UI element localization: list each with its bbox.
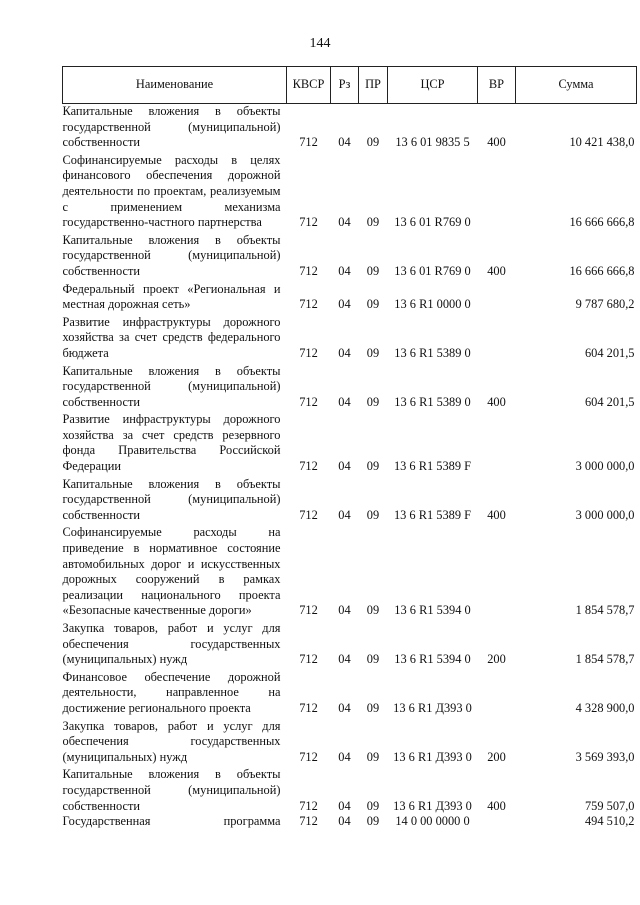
row-kvsr: 712 xyxy=(299,263,318,278)
row-pr: 09 xyxy=(366,652,380,667)
row-sum: 759 507,0 xyxy=(584,798,635,813)
row-pr: 09 xyxy=(366,507,380,522)
row-kvsr: 712 xyxy=(299,215,318,230)
row-kvsr: 712 xyxy=(299,700,318,715)
row-kvsr: 712 xyxy=(299,297,318,312)
row-vr xyxy=(478,668,516,717)
row-pr: 09 xyxy=(366,394,380,409)
row-rz: 04 xyxy=(338,603,351,618)
row-pr: 09 xyxy=(366,459,380,474)
row-kvsr: 712 xyxy=(299,394,318,409)
row-sum: 16 666 666,8 xyxy=(569,263,635,278)
header-sum: Сумма xyxy=(516,67,637,104)
page-number: 144 xyxy=(309,36,331,51)
row-csr: 13 6 01 R769 0 xyxy=(394,215,471,230)
row-rz: 04 xyxy=(338,459,351,474)
row-sum: 16 666 666,8 xyxy=(569,215,635,230)
row-name: Федеральный проект «Региональная и местная дорожная сеть» xyxy=(62,281,281,312)
row-vr: 400 xyxy=(487,394,506,409)
header-kvsr: КВСР xyxy=(287,67,331,104)
row-csr: 13 6 R1 5389 0 xyxy=(394,345,471,360)
header-name: Наименование xyxy=(63,67,287,104)
row-sum: 3 569 393,0 xyxy=(575,749,635,764)
table-row xyxy=(63,668,637,717)
row-csr: 13 6 01 9835 5 xyxy=(395,135,470,150)
row-sum: 10 421 438,0 xyxy=(569,135,635,150)
row-kvsr: 712 xyxy=(299,652,318,667)
row-pr: 09 xyxy=(366,798,380,813)
row-rz: 04 xyxy=(338,263,351,278)
row-vr: 400 xyxy=(487,507,506,522)
row-sum: 9 787 680,2 xyxy=(575,297,635,312)
row-pr: 09 xyxy=(366,135,380,150)
row-name: Закупка товаров, работ и услуг для обеспечения государственных (муниципальных) нужд xyxy=(62,718,281,764)
table-row xyxy=(63,523,637,619)
row-rz: 04 xyxy=(338,798,351,813)
row-csr: 13 6 R1 Д393 0 xyxy=(393,700,472,715)
row-vr xyxy=(478,151,516,231)
row-csr: 13 6 R1 Д393 0 xyxy=(393,798,472,813)
row-pr: 09 xyxy=(366,345,380,360)
row-rz: 04 xyxy=(338,507,351,522)
row-kvsr: 712 xyxy=(299,749,318,764)
row-vr: 200 xyxy=(487,652,506,667)
row-sum: 3 000 000,0 xyxy=(575,459,635,474)
row-kvsr: 712 xyxy=(299,135,318,150)
header-vr: ВР xyxy=(478,67,516,104)
row-kvsr: 712 xyxy=(299,603,318,618)
table-row xyxy=(63,151,637,231)
row-vr: 400 xyxy=(487,263,506,278)
row-kvsr: 712 xyxy=(299,798,318,813)
row-kvsr: 712 xyxy=(299,345,318,360)
row-kvsr: 712 xyxy=(299,814,318,829)
row-pr: 09 xyxy=(366,263,380,278)
row-vr xyxy=(478,313,516,362)
row-sum: 1 854 578,7 xyxy=(575,652,635,667)
row-csr: 13 6 01 R769 0 xyxy=(394,263,471,278)
row-rz: 04 xyxy=(338,345,351,360)
row-rz: 04 xyxy=(338,135,351,150)
table-row xyxy=(63,362,637,411)
row-sum: 1 854 578,7 xyxy=(575,603,635,618)
table-row xyxy=(63,231,637,280)
row-name: Финансовое обеспечение дорожной деятельности, направленное на достижение регионального проекта xyxy=(62,669,281,715)
row-csr: 13 6 R1 5389 0 xyxy=(394,394,471,409)
table-row xyxy=(63,410,637,474)
header-pr: ПР xyxy=(359,67,388,104)
budget-table xyxy=(62,66,637,830)
row-sum: 3 000 000,0 xyxy=(575,507,635,522)
row-vr: 200 xyxy=(487,749,506,764)
row-sum: 4 328 900,0 xyxy=(575,700,635,715)
row-sum: 494 510,2 xyxy=(584,814,635,829)
row-name: Капитальные вложения в объекты государственной (муниципальной) собственности xyxy=(62,232,281,278)
table-row xyxy=(63,717,637,766)
row-pr: 09 xyxy=(366,215,380,230)
row-pr: 09 xyxy=(366,603,380,618)
row-vr xyxy=(478,523,516,619)
row-csr: 13 6 R1 5394 0 xyxy=(394,603,471,618)
row-name: Капитальные вложения в объекты государственной (муниципальной) собственности xyxy=(62,767,281,813)
row-name: Развитие инфраструктуры дорожного хозяйства за счет средств резервного фонда Правительства Российской Федерации xyxy=(62,412,281,474)
row-sum: 604 201,5 xyxy=(584,345,635,360)
table-row xyxy=(63,475,637,524)
row-vr xyxy=(478,280,516,313)
header-csr: ЦСР xyxy=(388,67,478,104)
table-row xyxy=(63,765,637,814)
row-csr: 13 6 R1 5389 F xyxy=(393,507,472,522)
row-pr: 09 xyxy=(366,700,380,715)
row-vr xyxy=(478,410,516,474)
row-csr: 14 0 00 0000 0 xyxy=(395,814,470,829)
row-pr: 09 xyxy=(366,749,380,764)
row-name: Софинансируемые расходы в целях финансового обеспечения дорожной деятельности по проектам, реализуемым с применением механизма государственно-частного партнерства xyxy=(62,152,281,230)
row-csr: 13 6 R1 Д393 0 xyxy=(393,749,472,764)
row-name: Капитальные вложения в объекты государственной (муниципальной) собственности xyxy=(62,104,281,150)
row-csr: 13 6 R1 5389 F xyxy=(393,459,472,474)
table-row xyxy=(63,280,637,313)
row-vr: 400 xyxy=(487,798,506,813)
table-header-row xyxy=(63,67,637,104)
table-row xyxy=(63,313,637,362)
row-rz: 04 xyxy=(338,394,351,409)
row-pr: 09 xyxy=(366,297,380,312)
row-rz: 04 xyxy=(338,700,351,715)
row-sum: 604 201,5 xyxy=(584,394,635,409)
row-name: Капитальные вложения в объекты государственной (муниципальной) собственности xyxy=(62,363,281,409)
row-rz: 04 xyxy=(338,814,351,829)
row-kvsr: 712 xyxy=(299,459,318,474)
table-row xyxy=(63,619,637,668)
row-rz: 04 xyxy=(338,652,351,667)
row-name: Закупка товаров, работ и услуг для обеспечения государственных (муниципальных) нужд xyxy=(62,621,281,667)
row-csr: 13 6 R1 0000 0 xyxy=(394,297,471,312)
row-name: Капитальные вложения в объекты государственной (муниципальной) собственности xyxy=(62,476,281,522)
row-pr: 09 xyxy=(366,814,380,829)
row-rz: 04 xyxy=(338,297,351,312)
row-rz: 04 xyxy=(338,749,351,764)
header-rz: Рз xyxy=(331,67,359,104)
row-kvsr: 712 xyxy=(299,507,318,522)
row-rz: 04 xyxy=(338,215,351,230)
row-vr xyxy=(478,814,516,830)
table-row xyxy=(63,814,637,830)
table-row xyxy=(63,104,637,151)
row-vr: 400 xyxy=(487,135,506,150)
row-name: Развитие инфраструктуры дорожного хозяйства за счет средств федерального бюджета xyxy=(62,314,281,360)
row-csr: 13 6 R1 5394 0 xyxy=(394,652,471,667)
row-name: Софинансируемые расходы на приведение в нормативное состояние автомобильных дорог и искусственных дорожных сооружений в рамках реализации национального проекта «Безопасные качественные дороги» xyxy=(62,525,281,618)
row-name: Государственная программа xyxy=(62,814,281,829)
